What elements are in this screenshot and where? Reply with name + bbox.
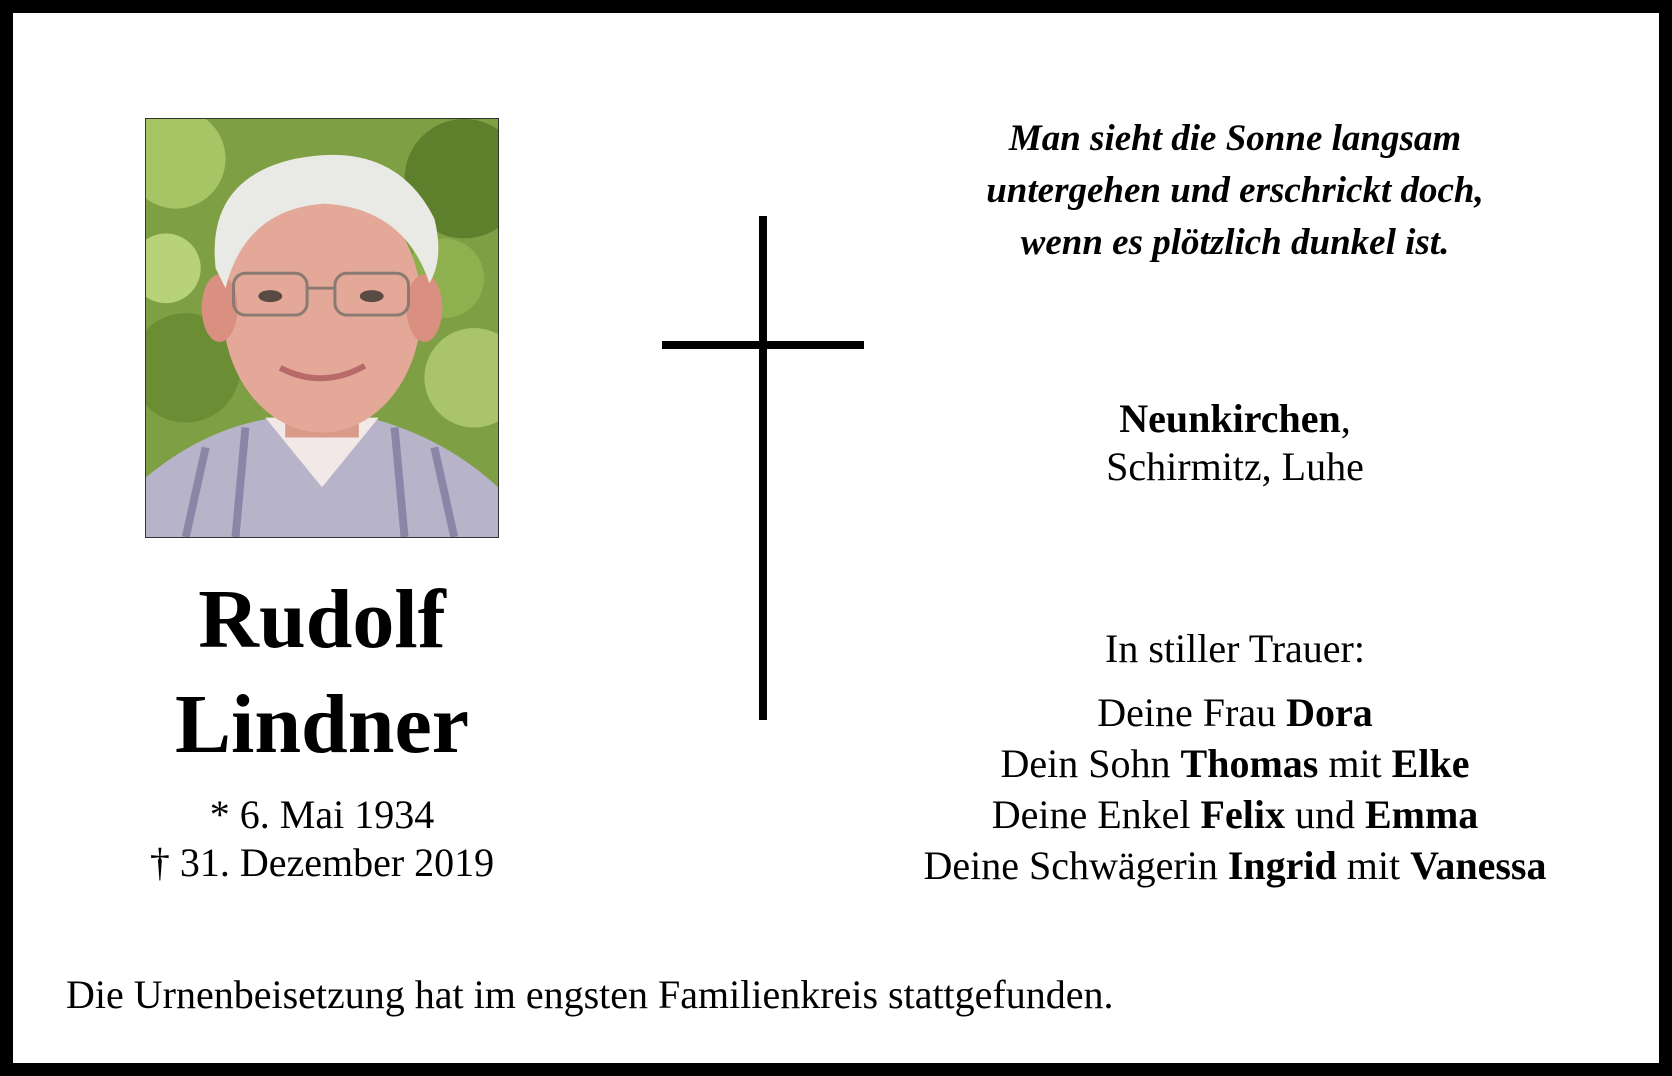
family-connector: mit xyxy=(1318,741,1392,786)
family-relation: Dein Sohn xyxy=(1000,741,1181,786)
deceased-first-name: Rudolf xyxy=(198,573,446,666)
burial-notice: Die Urnenbeisetzung hat im engsten Familienkreis stattgefunden. xyxy=(66,972,1114,1017)
family-name: Thomas xyxy=(1180,741,1319,786)
family-connector: und xyxy=(1284,792,1365,837)
family-line xyxy=(870,789,1600,840)
quote-line: Man sieht die Sonne langsam xyxy=(1008,118,1462,159)
portrait-image xyxy=(146,119,498,537)
birth-date: * 6. Mai 1934 xyxy=(209,792,435,837)
family-name: Ingrid xyxy=(1227,843,1337,888)
quote-line: untergehen und erschrickt doch, xyxy=(986,170,1484,211)
family-name: Emma xyxy=(1364,792,1479,837)
deceased-last-name: Lindner xyxy=(174,678,470,771)
family-name: Felix xyxy=(1200,792,1285,837)
place-block xyxy=(870,395,1600,491)
family-relation: Deine Schwägerin xyxy=(923,843,1228,888)
family-name: Elke xyxy=(1391,741,1470,786)
quote-line: wenn es plötzlich dunkel ist. xyxy=(1020,222,1450,263)
mourning-heading: In stiller Trauer: xyxy=(1105,626,1365,671)
place-sub: Schirmitz, Luhe xyxy=(1106,444,1364,489)
family-line xyxy=(870,687,1600,738)
death-date: † 31. Dezember 2019 xyxy=(149,840,495,885)
family-connector: mit xyxy=(1336,843,1411,888)
cross-icon xyxy=(759,216,767,720)
family-list xyxy=(870,687,1600,891)
family-name: Vanessa xyxy=(1410,843,1547,888)
portrait-photo xyxy=(145,118,499,538)
place-main-line xyxy=(870,395,1600,443)
family-relation: Deine Enkel xyxy=(991,792,1201,837)
place-main: Neunkirchen xyxy=(1119,396,1341,441)
place-comma: , xyxy=(1340,396,1351,441)
memorial-quote xyxy=(870,113,1600,269)
family-relation: Deine Frau xyxy=(1097,690,1287,735)
family-line xyxy=(870,840,1600,891)
family-line xyxy=(870,738,1600,789)
family-name: Dora xyxy=(1286,690,1373,735)
cross-icon-bar xyxy=(662,341,864,349)
